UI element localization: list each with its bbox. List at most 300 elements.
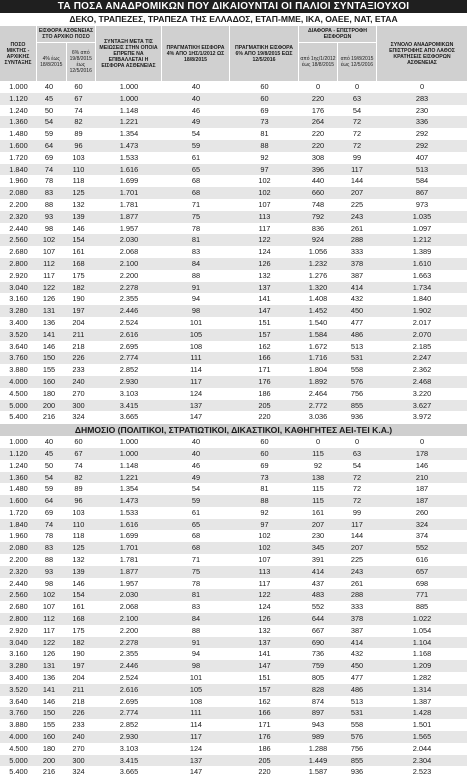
table-cell: 98 bbox=[44, 578, 54, 588]
table-cell: 50 bbox=[44, 105, 54, 115]
table-cell: 141 bbox=[258, 649, 271, 659]
table-row bbox=[0, 578, 467, 590]
table-cell: 171 bbox=[258, 365, 271, 375]
table-row bbox=[0, 566, 467, 578]
table-cell: 107 bbox=[258, 199, 271, 209]
table-cell: 2.247 bbox=[412, 353, 432, 363]
table-cell: 97 bbox=[260, 519, 269, 529]
table-cell: 220 bbox=[311, 129, 325, 139]
table-cell: 450 bbox=[350, 661, 364, 671]
table-cell: 67 bbox=[74, 448, 83, 458]
table-cell: 136 bbox=[42, 673, 56, 683]
table-cell: 204 bbox=[72, 317, 85, 327]
table-cell: 168 bbox=[72, 614, 85, 624]
table-cell: 2.080 bbox=[9, 188, 28, 198]
table-cell: 93 bbox=[44, 566, 54, 576]
table-cell: 157 bbox=[258, 329, 271, 339]
table-cell: 2.304 bbox=[412, 755, 432, 765]
table-cell: 1.720 bbox=[9, 507, 28, 517]
table-row bbox=[0, 388, 467, 400]
table-cell: 3.665 bbox=[119, 767, 139, 777]
table-cell: 226 bbox=[72, 353, 85, 363]
table-cell: 2.695 bbox=[119, 341, 139, 351]
section1-title: ΔΕΚΟ, ΤΡΑΠΕΖΕΣ, ΤΡΑΠΕΖΑ ΤΗΣ ΕΛΛΑΔΟΣ, ΕΤΑΠ-ΜΜΕ, ΙΚΑ, ΟΑΕΕ, ΝΑΤ, ΕΤΑΑ bbox=[69, 14, 398, 24]
table-cell: 644 bbox=[311, 614, 325, 624]
table-cell: 2.440 bbox=[9, 223, 28, 233]
table-cell: 261 bbox=[350, 578, 364, 588]
table-cell: 81 bbox=[191, 590, 201, 600]
table-cell: 113 bbox=[258, 211, 271, 221]
table-cell: 240 bbox=[72, 376, 85, 386]
table-cell: 83 bbox=[44, 543, 54, 553]
table-cell: 2.852 bbox=[119, 720, 139, 730]
table-cell: 3.880 bbox=[9, 365, 28, 375]
table-cell: 54 bbox=[44, 472, 54, 482]
table-cell: 187 bbox=[415, 484, 429, 494]
table-cell: 182 bbox=[72, 282, 85, 292]
table-cell: 49 bbox=[191, 472, 201, 482]
table-row bbox=[0, 707, 467, 719]
table-row bbox=[0, 152, 467, 164]
table-cell: 0 bbox=[354, 82, 360, 91]
table-cell: 146 bbox=[72, 223, 85, 233]
table-cell: 132 bbox=[258, 625, 271, 635]
table-cell: 378 bbox=[350, 614, 364, 624]
table-cell: 205 bbox=[258, 755, 271, 765]
table-cell: 82 bbox=[74, 472, 83, 482]
table-cell: 387 bbox=[350, 270, 364, 280]
table-cell: 2.523 bbox=[412, 767, 432, 777]
table-cell: 71 bbox=[191, 199, 201, 209]
table-cell: 207 bbox=[350, 543, 364, 553]
table-cell: 584 bbox=[415, 176, 429, 186]
table-cell: 3.760 bbox=[9, 353, 28, 363]
table-cell: 111 bbox=[190, 708, 202, 718]
table-row bbox=[0, 542, 467, 554]
table-cell: 220 bbox=[311, 93, 325, 103]
table-cell: 91 bbox=[191, 637, 201, 647]
table-row bbox=[0, 329, 467, 341]
table-cell: 667 bbox=[311, 625, 325, 635]
table-cell: 1.600 bbox=[9, 496, 28, 506]
table-cell: 117 bbox=[351, 164, 363, 174]
table-cell: 175 bbox=[72, 270, 85, 280]
table-cell: 300 bbox=[72, 400, 85, 410]
table-cell: 897 bbox=[311, 708, 325, 718]
table-cell: 110 bbox=[72, 164, 85, 174]
table-cell: 3.040 bbox=[9, 637, 28, 647]
table-cell: 805 bbox=[311, 673, 325, 683]
table-cell: 3.972 bbox=[412, 412, 432, 422]
table-cell: 207 bbox=[350, 188, 364, 198]
table-cell: 68 bbox=[191, 531, 201, 541]
table-cell: 2.100 bbox=[119, 614, 139, 624]
table-cell: 131 bbox=[42, 661, 56, 671]
table-cell: 1.781 bbox=[119, 199, 139, 209]
table-cell: 161 bbox=[72, 247, 85, 257]
table-cell: 73 bbox=[260, 117, 269, 127]
table-cell: 973 bbox=[415, 199, 429, 209]
table-cell: 333 bbox=[350, 247, 364, 257]
table-cell: 117 bbox=[258, 223, 271, 233]
table-cell: 1.054 bbox=[412, 625, 432, 635]
table-cell: 154 bbox=[72, 235, 85, 245]
table-cell: 5.000 bbox=[9, 400, 28, 410]
table-cell: 270 bbox=[72, 388, 85, 398]
table-row bbox=[0, 660, 467, 672]
table-cell: 92 bbox=[313, 460, 323, 470]
table-cell: 2.185 bbox=[412, 341, 432, 351]
table-cell: 2.468 bbox=[412, 376, 432, 386]
table-cell: 89 bbox=[74, 129, 83, 139]
table-row bbox=[0, 258, 467, 270]
table-row bbox=[0, 270, 467, 282]
table-cell: 1.056 bbox=[308, 247, 328, 257]
table-cell: 1.473 bbox=[119, 496, 139, 506]
table-cell: 4.000 bbox=[9, 376, 28, 386]
table-cell: 1.473 bbox=[119, 140, 139, 150]
table-cell: 345 bbox=[311, 543, 325, 553]
table-cell: 61 bbox=[191, 152, 201, 162]
table-cell: 61 bbox=[191, 507, 201, 517]
header-diff-period1: από 1ης/1/2012 έως 18/8/2015 bbox=[300, 56, 336, 68]
table-row bbox=[0, 246, 467, 258]
table-cell: 836 bbox=[311, 223, 325, 233]
table-cell: 2.068 bbox=[119, 247, 139, 257]
page-title: ΤΑ ΠΟΣΑ ΑΝΑΔΡΟΜΙΚΩΝ ΠΟΥ ΔΙΚΑΙΟΥΝΤΑΙ ΟΙ ΠΑΛΙΟΙ ΣΥΝΤΑΞΙΟΥΧΟΙ bbox=[0, 0, 467, 13]
table-cell: 407 bbox=[415, 152, 429, 162]
table-cell: 88 bbox=[260, 140, 269, 150]
table-cell: 107 bbox=[42, 602, 56, 612]
table-cell: 98 bbox=[191, 306, 201, 316]
table-cell: 2.920 bbox=[9, 625, 28, 635]
table-cell: 2.080 bbox=[9, 543, 28, 553]
table-cell: 171 bbox=[258, 720, 271, 730]
table-cell: 161 bbox=[72, 602, 85, 612]
table-cell: 230 bbox=[311, 531, 325, 541]
table-cell: 225 bbox=[350, 555, 364, 565]
table-cell: 283 bbox=[415, 93, 429, 103]
table-cell: 374 bbox=[415, 531, 429, 541]
table-cell: 117 bbox=[43, 270, 55, 280]
table-cell: 88 bbox=[44, 555, 54, 565]
table-cell: 264 bbox=[311, 117, 325, 127]
table-cell: 91 bbox=[191, 282, 201, 292]
table-row bbox=[0, 507, 467, 519]
table-cell: 126 bbox=[42, 294, 56, 304]
table-cell: 69 bbox=[260, 460, 269, 470]
table-cell: 2.774 bbox=[119, 353, 139, 363]
table-cell: 96 bbox=[74, 140, 83, 150]
table-cell: 243 bbox=[350, 566, 364, 576]
table-cell: 81 bbox=[191, 235, 201, 245]
table-cell: 1.902 bbox=[412, 306, 432, 316]
table-cell: 182 bbox=[72, 637, 85, 647]
table-cell: 1.804 bbox=[308, 365, 328, 375]
table-cell: 552 bbox=[311, 602, 325, 612]
table-cell: 2.800 bbox=[9, 258, 28, 268]
table-cell: 89 bbox=[74, 484, 83, 494]
table-cell: 486 bbox=[350, 329, 364, 339]
table-cell: 114 bbox=[190, 720, 202, 730]
table-cell: 756 bbox=[350, 388, 364, 398]
table-cell: 2.200 bbox=[119, 270, 139, 280]
table-cell: 3.520 bbox=[9, 684, 28, 694]
table-cell: 84 bbox=[191, 258, 201, 268]
table-cell: 1.000 bbox=[119, 82, 139, 91]
table-cell: 3.220 bbox=[412, 388, 432, 398]
table-cell: 292 bbox=[415, 140, 429, 150]
table-cell: 531 bbox=[350, 708, 364, 718]
table-cell: 83 bbox=[191, 247, 201, 257]
table-cell: 74 bbox=[74, 105, 83, 115]
table-cell: 2.017 bbox=[412, 317, 432, 327]
header-4pct: 4% έως 18/8/2015 bbox=[40, 56, 63, 68]
table-cell: 2.446 bbox=[119, 306, 139, 316]
table-cell: 1.663 bbox=[412, 270, 432, 280]
table-cell: 117 bbox=[258, 578, 271, 588]
table-cell: 2.930 bbox=[119, 376, 139, 386]
table-cell: 63 bbox=[352, 93, 362, 103]
table-cell: 175 bbox=[72, 625, 85, 635]
table-cell: 78 bbox=[44, 531, 54, 541]
table-cell: 2.200 bbox=[9, 555, 28, 565]
table-cell: 146 bbox=[72, 578, 85, 588]
table-row bbox=[0, 305, 467, 317]
table-cell: 115 bbox=[312, 448, 324, 458]
table-cell: 161 bbox=[311, 507, 325, 517]
table-cell: 146 bbox=[415, 460, 429, 470]
table-cell: 1.587 bbox=[308, 767, 328, 777]
table-cell: 150 bbox=[42, 708, 56, 718]
table-row bbox=[0, 187, 467, 199]
table-cell: 146 bbox=[42, 341, 56, 351]
table-cell: 1.840 bbox=[412, 294, 432, 304]
table-cell: 3.400 bbox=[9, 673, 28, 683]
table-cell: 110 bbox=[72, 519, 85, 529]
table-cell: 437 bbox=[311, 578, 325, 588]
table-cell: 308 bbox=[311, 152, 325, 162]
table-cell: 3.280 bbox=[9, 306, 28, 316]
table-cell: 432 bbox=[350, 294, 364, 304]
table-cell: 2.524 bbox=[119, 673, 139, 683]
table-cell: 54 bbox=[191, 484, 201, 494]
table-row bbox=[0, 364, 467, 376]
header-health-contribution bbox=[37, 26, 96, 81]
table-cell: 771 bbox=[415, 590, 429, 600]
table-cell: 1.314 bbox=[412, 684, 432, 694]
table-cell: 1.120 bbox=[9, 93, 28, 103]
table-cell: 125 bbox=[72, 543, 85, 553]
table-cell: 176 bbox=[258, 732, 271, 742]
table-cell: 204 bbox=[72, 673, 85, 683]
table-cell: 324 bbox=[72, 412, 85, 422]
table-cell: 1.600 bbox=[9, 140, 28, 150]
table-cell: 126 bbox=[42, 649, 56, 659]
table-cell: 103 bbox=[72, 152, 85, 162]
table-cell: 75 bbox=[191, 211, 201, 221]
table-cell: 54 bbox=[44, 117, 54, 127]
table-cell: 240 bbox=[72, 732, 85, 742]
table-cell: 136 bbox=[42, 317, 56, 327]
table-cell: 261 bbox=[350, 223, 364, 233]
table-cell: 513 bbox=[350, 341, 364, 351]
table-cell: 220 bbox=[311, 140, 325, 150]
table-cell: 147 bbox=[189, 412, 203, 422]
table-cell: 176 bbox=[258, 376, 271, 386]
table-cell: 1.000 bbox=[119, 448, 139, 458]
table-cell: 60 bbox=[260, 448, 269, 458]
table-cell: 50 bbox=[44, 460, 54, 470]
table-cell: 943 bbox=[311, 720, 325, 730]
table-cell: 40 bbox=[191, 82, 201, 91]
table-cell: 137 bbox=[258, 637, 271, 647]
table-cell: 391 bbox=[311, 555, 325, 565]
table-cell: 72 bbox=[352, 117, 362, 127]
table-cell: 270 bbox=[72, 743, 85, 753]
table-cell: 40 bbox=[191, 93, 201, 103]
header-actual-4pct: ΠΡΑΓΜΑΤΙΚΗ ΕΙΣΦΟΡΑ 4% ΑΠΟ 1ΗΣ/1/2012 ΩΣ 18/8/2015 bbox=[162, 26, 230, 81]
table-cell: 155 bbox=[42, 365, 56, 375]
table-cell: 225 bbox=[350, 199, 364, 209]
table-cell: 2.852 bbox=[119, 365, 139, 375]
table-cell: 82 bbox=[74, 117, 83, 127]
table-cell: 122 bbox=[42, 637, 56, 647]
table-cell: 1.168 bbox=[412, 649, 432, 659]
header-total-refund: ΣΥΝΟΛΟ ΑΝΑΔΡΟΜΙΚΩΝ ΕΠΙΣΤΡΟΦΗΣ ΑΠΟ ΛΑΘΟΣ ΚΡΑΤΗΣΕΙΣ ΕΙΣΦΟΡΩΝ ΑΣΘΕΝΕΙΑΣ bbox=[389, 41, 455, 66]
table-cell: 1.716 bbox=[308, 353, 328, 363]
table-cell: 112 bbox=[43, 258, 55, 268]
table-cell: 1.616 bbox=[119, 519, 139, 529]
table-cell: 1.452 bbox=[308, 306, 328, 316]
table-cell: 197 bbox=[72, 661, 85, 671]
table-row bbox=[0, 211, 467, 223]
table-cell: 1.022 bbox=[412, 614, 432, 624]
table-cell: 513 bbox=[350, 696, 364, 706]
table-cell: 3.103 bbox=[119, 388, 139, 398]
table-cell: 151 bbox=[258, 317, 271, 327]
table-row bbox=[0, 400, 467, 412]
table-cell: 1.781 bbox=[119, 555, 139, 565]
table-cell: 124 bbox=[189, 388, 203, 398]
table-cell: 2.070 bbox=[412, 329, 432, 339]
table-cell: 108 bbox=[189, 696, 203, 706]
table-cell: 98 bbox=[44, 223, 54, 233]
header-original-pension: ΠΟΣΟ ΜΙΚΤΗΣ - ΑΡΧΙΚΗΣ ΣΥΝΤΑΞΗΣ bbox=[0, 26, 37, 81]
table-cell: 2.200 bbox=[119, 625, 139, 635]
table-cell: 180 bbox=[42, 743, 56, 753]
table-cell: 68 bbox=[191, 188, 201, 198]
table-cell: 4.500 bbox=[9, 388, 28, 398]
table-cell: 2.772 bbox=[308, 400, 328, 410]
table-cell: 216 bbox=[42, 767, 56, 777]
table-cell: 1.120 bbox=[9, 448, 28, 458]
table-cell: 0 bbox=[315, 82, 321, 91]
table-cell: 3.400 bbox=[9, 317, 28, 327]
table-cell: 216 bbox=[42, 412, 56, 422]
table-cell: 698 bbox=[415, 578, 429, 588]
table-cell: 1.000 bbox=[9, 82, 28, 91]
table-row bbox=[0, 743, 467, 755]
table-cell: 885 bbox=[415, 602, 429, 612]
table-cell: 102 bbox=[258, 176, 271, 186]
header-reduced-pension: ΣΥΝΤΑΞΗ ΜΕΤΑ ΤΙΣ ΜΕΙΩΣΕΙΣ ΣΤΗΝ ΟΠΟΙΑ ΕΠΡΕΠΕ ΝΑ ΕΠΙΒΑΛΛΕΤΑΙ Η ΕΙΣΦΟΡΑ ΑΣΘΕΝΕΙΑΣ bbox=[96, 26, 162, 81]
table-cell: 113 bbox=[258, 566, 271, 576]
table-row bbox=[0, 234, 467, 246]
table-cell: 576 bbox=[350, 732, 364, 742]
table-cell: 124 bbox=[189, 743, 203, 753]
table-cell: 1.212 bbox=[412, 235, 432, 245]
table-cell: 166 bbox=[258, 708, 271, 718]
table-cell: 3.760 bbox=[9, 708, 28, 718]
table-cell: 2.100 bbox=[119, 258, 139, 268]
table-cell: 3.160 bbox=[9, 294, 28, 304]
table-cell: 117 bbox=[351, 519, 363, 529]
table-cell: 102 bbox=[258, 543, 271, 553]
table-cell: 1.734 bbox=[412, 282, 432, 292]
table-row bbox=[0, 81, 467, 93]
table-cell: 132 bbox=[258, 270, 271, 280]
table-row bbox=[0, 472, 467, 484]
table-cell: 552 bbox=[415, 543, 429, 553]
table-cell: 68 bbox=[191, 176, 201, 186]
header-6pct: 6% από 19/8/2015 έως 12/5/2016 bbox=[66, 43, 96, 81]
table-cell: 936 bbox=[350, 412, 364, 422]
table-cell: 59 bbox=[191, 140, 201, 150]
table-cell: 1.699 bbox=[119, 531, 139, 541]
table-cell: 3.640 bbox=[9, 696, 28, 706]
table-cell: 64 bbox=[44, 496, 54, 506]
table-cell: 0 bbox=[419, 437, 425, 447]
table-cell: 105 bbox=[189, 684, 203, 694]
table-cell: 2.278 bbox=[119, 282, 139, 292]
table-cell: 46 bbox=[191, 460, 201, 470]
table-cell: 1.000 bbox=[119, 437, 139, 447]
table-row bbox=[0, 519, 467, 531]
table-cell: 200 bbox=[42, 400, 56, 410]
table-cell: 71 bbox=[191, 555, 201, 565]
table-cell: 132 bbox=[72, 555, 85, 565]
table-cell: 96 bbox=[74, 496, 83, 506]
table-cell: 131 bbox=[42, 306, 56, 316]
table-cell: 74 bbox=[44, 164, 54, 174]
table-cell: 616 bbox=[415, 555, 429, 565]
table-cell: 2.695 bbox=[119, 696, 139, 706]
table-cell: 1.565 bbox=[412, 732, 432, 742]
table-cell: 102 bbox=[42, 235, 56, 245]
table-cell: 126 bbox=[258, 258, 271, 268]
section2-title: ΔΗΜΟΣΙΟ (ΠΟΛΙΤΙΚΟΙ, ΣΤΡΑΤΙΩΤΙΚΟΙ, ΔΙΚΑΣΤΙΚΟΙ, ΚΑΘΗΓΗΤΕΣ ΑΕΙ-ΤΕΙ Κ.Α.) bbox=[0, 424, 467, 436]
table-cell: 2.068 bbox=[119, 602, 139, 612]
table-cell: 450 bbox=[350, 306, 364, 316]
table-cell: 2.446 bbox=[119, 661, 139, 671]
table-row bbox=[0, 589, 467, 601]
table-cell: 72 bbox=[352, 129, 362, 139]
table-cell: 288 bbox=[350, 590, 364, 600]
table-cell: 233 bbox=[72, 720, 85, 730]
table-cell: 154 bbox=[72, 590, 85, 600]
table-cell: 65 bbox=[191, 164, 201, 174]
table-cell: 1.148 bbox=[119, 105, 139, 115]
table-cell: 88 bbox=[191, 625, 201, 635]
table-row bbox=[0, 719, 467, 731]
table-cell: 98 bbox=[191, 661, 201, 671]
table-cell: 2.320 bbox=[9, 211, 28, 221]
table-cell: 60 bbox=[74, 437, 83, 447]
table-cell: 2.044 bbox=[412, 743, 432, 753]
table-cell: 936 bbox=[350, 767, 364, 777]
table-cell: 288 bbox=[350, 235, 364, 245]
